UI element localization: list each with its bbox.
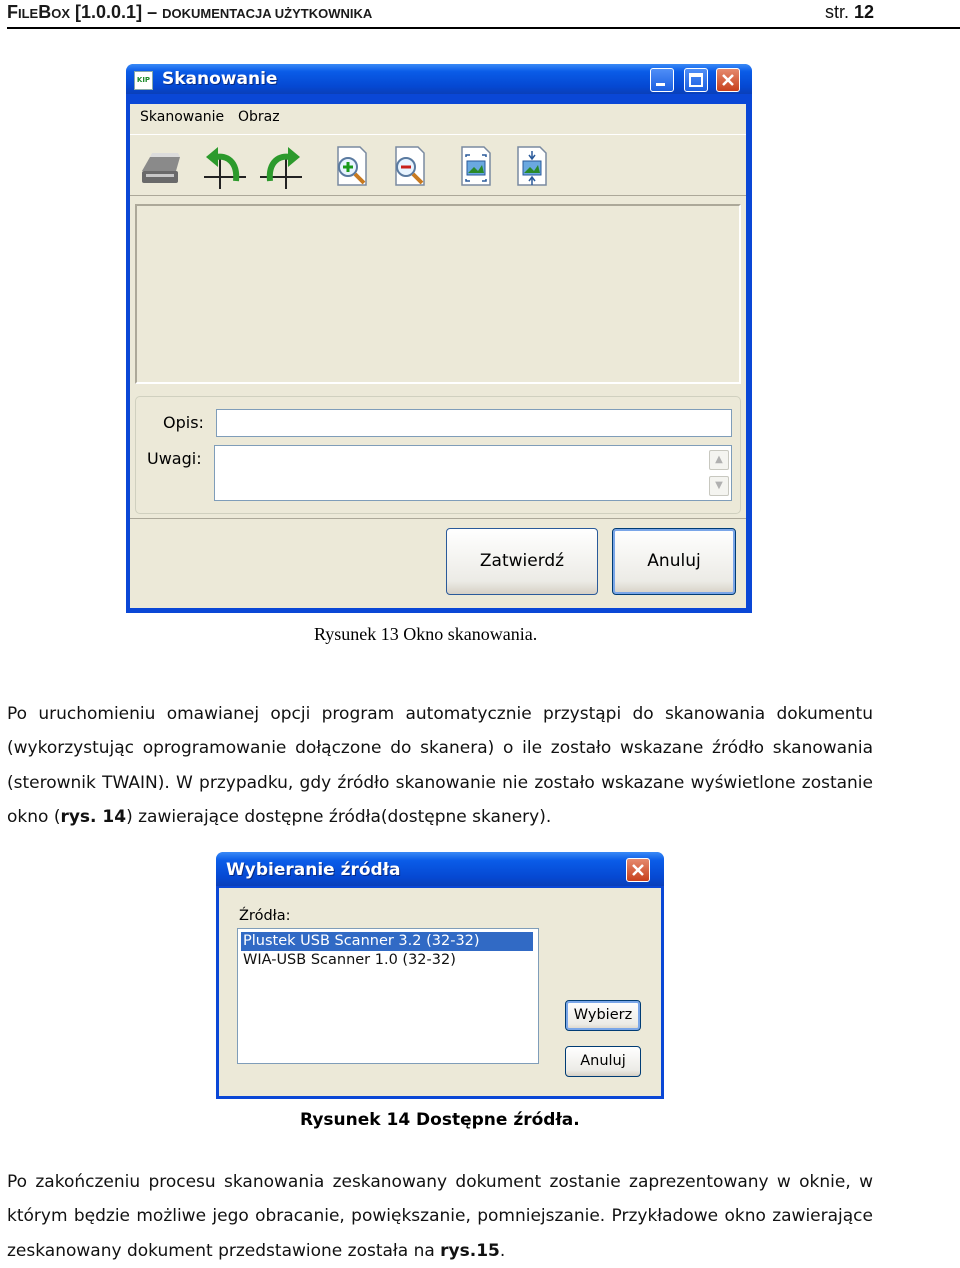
source-item-wia[interactable]: WIA-USB Scanner 1.0 (32-32) [243, 952, 456, 968]
source-window-client [219, 888, 661, 1096]
scanner-icon [138, 143, 184, 189]
scan-preview-area [135, 204, 741, 384]
page-header [7, 2, 874, 26]
select-source-button[interactable]: Wybierz [565, 1000, 641, 1031]
menubar [130, 104, 746, 132]
zoom-in-icon [330, 143, 376, 189]
paragraph-1-line: (sterownik TWAIN). W przypadku, gdy źródło skanowanie nie zostało wskazane wyświetlone zostanie [7, 772, 873, 793]
app-icon: KIP [134, 71, 153, 90]
figure-caption-13: Rysunek 13 Okno skanowania. [314, 624, 538, 644]
page-number: str. 12 [824, 2, 874, 22]
sources-listbox[interactable] [237, 928, 539, 1064]
source-cancel-button[interactable]: Anuluj [565, 1046, 641, 1077]
reference-rys-14: rys. 14 [60, 806, 127, 827]
uwagi-label: Uwagi: [147, 449, 202, 468]
scroll-down-button[interactable]: ▼ [709, 476, 729, 496]
reference-rys-15: rys.15 [440, 1240, 500, 1261]
toolbar [130, 134, 746, 196]
paragraph-2-line: zeskanowany dokument przedstawione została na rys.15. [7, 1240, 506, 1261]
opis-label: Opis: [163, 413, 204, 432]
uwagi-field[interactable] [214, 445, 732, 501]
menu-skanowanie[interactable]: Skanowanie [140, 109, 225, 125]
minimize-button[interactable] [650, 68, 674, 92]
rotate-right-icon [260, 143, 306, 189]
sources-label: Źródła: [239, 908, 291, 924]
zoom-in-button[interactable] [330, 143, 376, 189]
description-group [135, 396, 741, 514]
scroll-up-button[interactable]: ▲ [709, 450, 729, 470]
fit-page-button[interactable] [454, 143, 500, 189]
scan-button[interactable] [138, 143, 184, 189]
close-icon [717, 69, 739, 91]
minimize-icon [651, 69, 673, 91]
fit-width-button[interactable] [510, 143, 556, 189]
rotate-left-icon [200, 143, 246, 189]
maximize-button[interactable] [684, 68, 708, 92]
rotate-right-button[interactable] [260, 143, 306, 189]
source-window-titlebar [216, 852, 664, 886]
close-icon [627, 859, 649, 881]
menu-obraz[interactable]: Obraz [238, 109, 280, 125]
document-header-title: FILEBOX [1.0.0.1] – DOKUMENTACJA UŻYTKOWNIKA [7, 2, 373, 22]
close-button[interactable] [716, 68, 740, 92]
paragraph-1-line: (wykorzystując oprogramowanie dołączone do skanera) o ile zostało wskazane źródło skanowania [7, 738, 873, 759]
scan-window-client [130, 104, 746, 608]
maximize-icon [685, 69, 707, 91]
paragraph-2 [7, 1165, 873, 1268]
paragraph-1-line: okno (rys. 14) zawierające dostępne źródła(dostępne skanery). [7, 806, 552, 827]
source-window [216, 852, 664, 1099]
fit-page-icon [454, 143, 500, 189]
confirm-button[interactable]: Zatwierdź [446, 528, 598, 595]
paragraph-1-line: Po uruchomieniu omawianej opcji program automatycznie przystąpi do skanowania dokumentu [7, 704, 873, 724]
figure-caption-14: Rysunek 14 Dostępne źródła. [300, 1110, 580, 1130]
button-separator [130, 518, 746, 519]
source-item-plustek[interactable]: Plustek USB Scanner 3.2 (32-32) [241, 932, 533, 951]
source-close-button[interactable] [626, 858, 650, 882]
source-window-title: Wybieranie źródła [226, 860, 401, 880]
zoom-out-icon [388, 143, 434, 189]
scan-window-title: Skanowanie [162, 69, 278, 89]
scan-window-titlebar [126, 64, 752, 94]
rotate-left-button[interactable] [200, 143, 246, 189]
scan-window [126, 64, 752, 613]
paragraph-2-line: którym będzie możliwe jego obracanie, powiększanie, pomniejszanie. Przykładowe okno zawierające [7, 1206, 873, 1227]
opis-field[interactable] [216, 409, 732, 437]
paragraph-1 [7, 697, 873, 834]
zoom-out-button[interactable] [388, 143, 434, 189]
paragraph-2-line: Po zakończeniu procesu skanowania zeskanowany dokument zostanie zaprezentowany w oknie, w [7, 1172, 873, 1192]
fit-width-icon [510, 143, 556, 189]
header-rule [7, 27, 960, 29]
cancel-button[interactable]: Anuluj [612, 528, 736, 595]
